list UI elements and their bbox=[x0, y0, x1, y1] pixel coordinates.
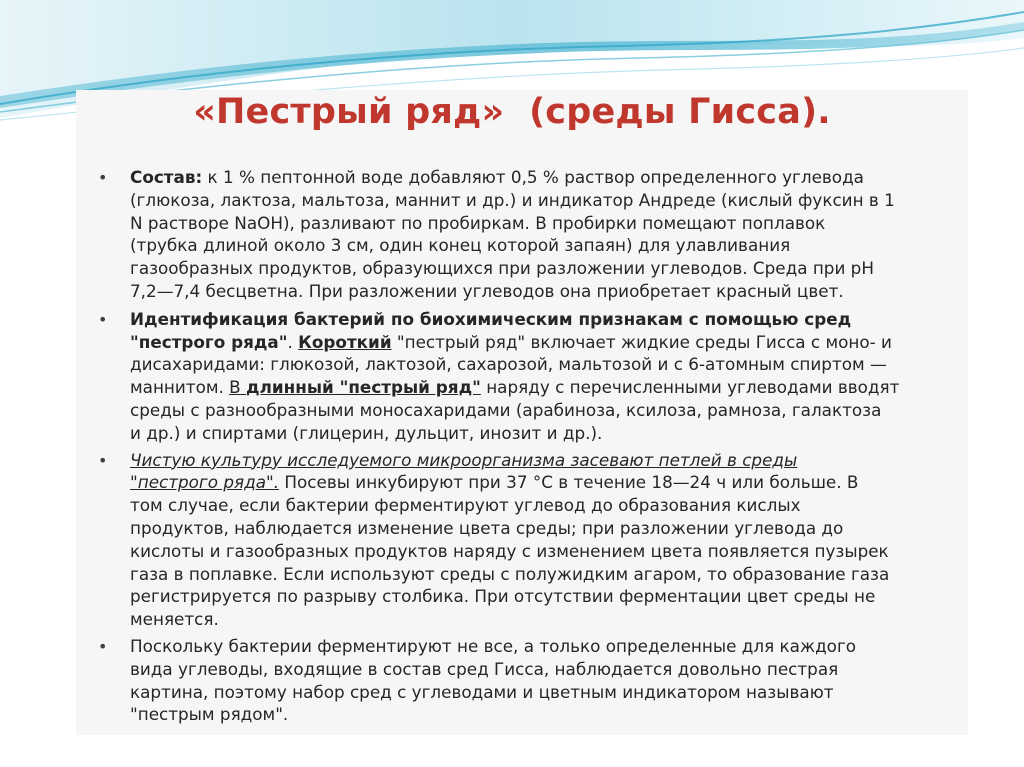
text-run: наряду с перечисленными углеводами вводят bbox=[480, 377, 900, 398]
bullet-dot: • bbox=[98, 309, 108, 329]
text-run: газа в поплавке. Если используют среды с полужидким агаром, то образование газа bbox=[130, 563, 890, 584]
text-run: среды с разнообразными моносахаридами (арабиноза, ксилоза, рамноза, галактоза bbox=[130, 399, 882, 420]
bullet-item bbox=[98, 449, 968, 631]
bullet-item bbox=[98, 308, 968, 445]
bullet-line bbox=[130, 399, 968, 422]
bullet-line bbox=[130, 166, 968, 189]
text-run: вида углеводы, входящие в состав сред Гисса, наблюдается довольно пестрая bbox=[130, 658, 839, 679]
bullet-list bbox=[98, 166, 968, 726]
bullet-line bbox=[130, 257, 968, 280]
bullet-line bbox=[130, 635, 968, 658]
text-run: Чистую культуру исследуемого микроорганизма засевают петлей в среды bbox=[130, 449, 798, 470]
text-run: и др.) и спиртами (глицерин, дульцит, инозит и др.). bbox=[130, 422, 603, 443]
slide-title: «Пестрый ряд» (среды Гисса). bbox=[193, 92, 831, 132]
text-run: маннитом. bbox=[130, 377, 230, 398]
bullet-line bbox=[130, 703, 968, 726]
bullet-line bbox=[130, 331, 968, 354]
text-run: "пестрым рядом". bbox=[130, 704, 289, 725]
text-run: "пестрый ряд" включает жидкие среды Гисса с моно- и bbox=[391, 331, 892, 352]
text-run: кислоты и газообразных продуктов наряду с изменением цвета появляется пузырек bbox=[130, 540, 889, 561]
bullet-line bbox=[130, 563, 968, 586]
bullet-line bbox=[130, 422, 968, 445]
bullet-line bbox=[130, 585, 968, 608]
bullet-item bbox=[98, 635, 968, 726]
bullet-line bbox=[130, 353, 968, 376]
text-run: В bbox=[229, 377, 247, 398]
text-run: (трубка длиной около 3 см, один конец которой запаян) для улавливания bbox=[130, 235, 791, 256]
text-run: . bbox=[287, 331, 299, 352]
text-run: дисахаридами: глюкозой, лактозой, сахарозой, мальтозой и с 6-атомным спиртом — bbox=[130, 354, 887, 375]
bullet-line bbox=[130, 471, 968, 494]
text-run: продуктов, наблюдается изменение цвета среды; при разложении углевода до bbox=[130, 517, 844, 538]
bullet-dot: • bbox=[98, 450, 108, 470]
text-run: "пестрого ряда" bbox=[130, 331, 288, 352]
text-run: "пестрого ряда". bbox=[130, 472, 280, 493]
text-run: Короткий bbox=[298, 331, 392, 352]
text-run: том случае, если бактерии ферментируют углевод до образования кислых bbox=[130, 495, 801, 516]
text-run: газообразных продуктов, образующихся при разложении углеводов. Среда при рН bbox=[130, 258, 874, 279]
bullet-line bbox=[130, 681, 968, 704]
text-run: картина, поэтому набор сред с углеводами и цветным индикатором называют bbox=[130, 681, 834, 702]
bullet-line bbox=[130, 280, 968, 303]
text-run: к 1 % пептонной воде добавляют 0,5 % раствор определенного углевода bbox=[202, 167, 864, 187]
bullet-line bbox=[130, 494, 968, 517]
text-run: регистрируется по разрыву столбика. При отсутствии ферментации цвет среды не bbox=[130, 586, 876, 607]
bullet-line bbox=[130, 234, 968, 257]
text-run: 7,2—7,4 бесцветна. При разложении углеводов она приобретает красный цвет. bbox=[130, 280, 844, 301]
text-run: (глюкоза, лактоза, мальтоза, маннит и др.) и индикатор Андреде (кислый фуксин в 1 bbox=[130, 189, 895, 210]
bullet-line bbox=[130, 376, 968, 399]
bullet-line bbox=[130, 449, 968, 472]
bullet-line bbox=[130, 517, 968, 540]
bullet-line bbox=[130, 308, 968, 331]
text-run: Посевы инкубируют при 37 °С в течение 18—24 ч или больше. В bbox=[279, 472, 859, 493]
bullet-line bbox=[130, 658, 968, 681]
bullet-item bbox=[98, 166, 968, 303]
bullet-line bbox=[130, 212, 968, 235]
bullet-line bbox=[130, 189, 968, 212]
bullet-dot: • bbox=[98, 168, 108, 187]
bullet-dot: • bbox=[98, 636, 108, 656]
text-run: N растворе NaOH), разливают по пробиркам. В пробирки помещают поплавок bbox=[130, 212, 826, 233]
text-run: длинный "пестрый ряд" bbox=[246, 377, 481, 398]
text-run: меняется. bbox=[130, 609, 219, 630]
bullet-line bbox=[130, 540, 968, 563]
text-run: Состав: bbox=[130, 167, 203, 187]
bullet-line bbox=[130, 608, 968, 631]
text-run: Идентификация бактерий по биохимическим признакам с помощью сред bbox=[130, 308, 852, 329]
text-run: Поскольку бактерии ферментируют не все, а только определенные для каждого bbox=[130, 635, 857, 656]
